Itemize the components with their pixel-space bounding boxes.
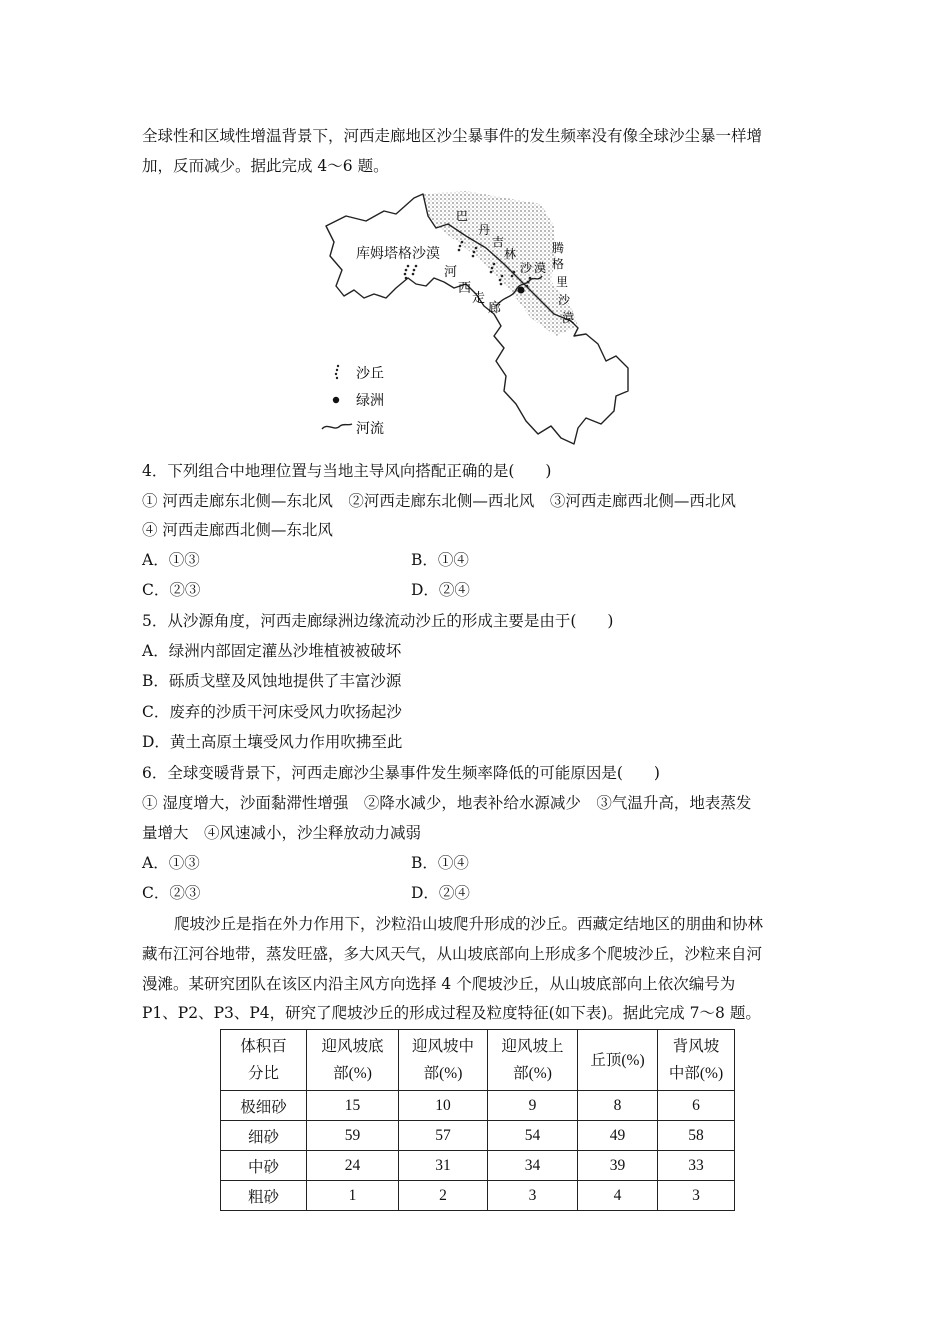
- q5-option-c[interactable]: C．废弃的沙质干河床受风力吹扬起沙: [142, 703, 402, 721]
- table-row: [221, 1091, 735, 1121]
- label-tengger-5: 漠: [562, 311, 575, 325]
- label-badain-1: 巴: [456, 209, 469, 223]
- label-badain-4: 林: [504, 247, 517, 261]
- legend-dune: 沙丘: [356, 366, 384, 382]
- table-cell: 中砂: [221, 1151, 307, 1181]
- q6-option-c[interactable]: C．②③: [142, 884, 201, 902]
- table-cell: 3: [658, 1181, 735, 1211]
- q5-option-a[interactable]: A．绿洲内部固定灌丛沙堆植被被破坏: [142, 642, 402, 660]
- q5-stem: 5．从沙源角度，河西走廊绿洲边缘流动沙丘的形成主要是由于( ): [142, 612, 614, 630]
- q6-option-a[interactable]: A．①③: [142, 854, 200, 872]
- passage-line-3: 漫滩。某研究团队在该区内沿主风方向选择 4 个爬坡沙丘，从山坡底部向上依次编号为: [142, 975, 736, 993]
- label-kumtag: 库姆塔格沙漠: [356, 246, 440, 262]
- table-cell: 58: [658, 1121, 735, 1151]
- hexi-corridor-map: [316, 186, 636, 448]
- label-hexi-4: 廊: [488, 301, 502, 316]
- table-cell: 3: [488, 1181, 578, 1211]
- q6-stem: 6．全球变暖背景下，河西走廊沙尘暴事件发生频率降低的可能原因是( ): [142, 764, 660, 782]
- q4-option-a[interactable]: A．①③: [142, 551, 200, 569]
- q4-option-b[interactable]: B．①④: [411, 551, 469, 569]
- label-badain-2: 丹: [478, 223, 491, 237]
- q6-option-b[interactable]: B．①④: [411, 854, 469, 872]
- legend: [322, 365, 384, 437]
- q5-option-b[interactable]: B．砾质戈壁及风蚀地提供了丰富沙源: [142, 672, 402, 690]
- label-hexi-1: 河: [444, 265, 458, 280]
- table-cell: 9: [488, 1091, 578, 1121]
- label-tengger-3: 里: [556, 275, 569, 289]
- q6-items-line-1: ① 湿度增大，沙面黏滞性增强 ②降水减少，地表补给水源减少 ③气温升高，地表蒸发: [142, 794, 752, 812]
- table-cell: 54: [488, 1121, 578, 1151]
- passage-line-4: P1、P2、P3、P4，研究了爬坡沙丘的形成过程及粒度特征(如下表)。据此完成 7～8 题。: [142, 1004, 761, 1022]
- table-header-cell: 迎风坡上 部(%): [488, 1030, 578, 1091]
- table-header-cell: 背风坡 中部(%): [658, 1030, 735, 1091]
- q4-option-d[interactable]: D．②④: [411, 581, 470, 599]
- table-cell: 细砂: [221, 1121, 307, 1151]
- table-cell: 31: [399, 1151, 488, 1181]
- table-cell: 33: [658, 1151, 735, 1181]
- table-cell: 8: [578, 1091, 658, 1121]
- label-tengger-1: 腾: [552, 241, 565, 255]
- q6-option-d[interactable]: D．②④: [411, 884, 470, 902]
- table-cell: 10: [399, 1091, 488, 1121]
- table-cell: 2: [399, 1181, 488, 1211]
- table-cell: 24: [307, 1151, 399, 1181]
- grain-size-table: [220, 1029, 735, 1211]
- table-row: [221, 1121, 735, 1151]
- label-hexi-3: 走: [472, 291, 486, 306]
- oasis-dot: [518, 287, 525, 294]
- intro-line-2: 加，反而减少。据此完成 4～6 题。: [142, 157, 389, 175]
- table-row: [221, 1181, 735, 1211]
- label-badain-3: 吉: [492, 235, 505, 249]
- label-badain-5: 沙: [520, 261, 533, 275]
- legend-oasis: 绿洲: [356, 393, 384, 409]
- q5-option-d[interactable]: D．黄土高原土壤受风力作用吹拂至此: [142, 733, 403, 751]
- intro-line-1: 全球性和区域性增温背景下，河西走廊地区沙尘暴事件的发生频率没有像全球沙尘暴一样增: [142, 127, 763, 145]
- table-header-cell: 丘顶(%): [578, 1030, 658, 1091]
- table-cell: 59: [307, 1121, 399, 1151]
- q6-items-line-2: 量增大 ④风速减小，沙尘释放动力减弱: [142, 824, 422, 842]
- table-row: [221, 1151, 735, 1181]
- table-cell: 4: [578, 1181, 658, 1211]
- table-cell: 极细砂: [221, 1091, 307, 1121]
- table-cell: 粗砂: [221, 1181, 307, 1211]
- q4-items-line-1: ① 河西走廊东北侧—东北风 ②河西走廊东北侧—西北风 ③河西走廊西北侧—西北风: [142, 492, 736, 510]
- q4-option-c[interactable]: C．②③: [142, 581, 201, 599]
- table-cell: 34: [488, 1151, 578, 1181]
- table-header-row: [221, 1030, 735, 1091]
- label-badain-6: 漠: [534, 261, 547, 275]
- passage-line-2: 藏布江河谷地带，蒸发旺盛，多大风天气，从山坡底部向上形成多个爬坡沙丘，沙粒来自河: [142, 945, 763, 963]
- table-header-cell: 迎风坡底 部(%): [307, 1030, 399, 1091]
- table-header-cell: 迎风坡中 部(%): [399, 1030, 488, 1091]
- table-cell: 6: [658, 1091, 735, 1121]
- passage-line-1: 爬坡沙丘是指在外力作用下，沙粒沿山坡爬升形成的沙丘。西藏定结地区的朋曲和协林: [174, 915, 764, 933]
- table-cell: 15: [307, 1091, 399, 1121]
- label-tengger-2: 格: [552, 257, 565, 271]
- legend-river: 河流: [356, 421, 384, 437]
- table-cell: 39: [578, 1151, 658, 1181]
- table-cell: 57: [399, 1121, 488, 1151]
- table-cell: 1: [307, 1181, 399, 1211]
- table-cell: 49: [578, 1121, 658, 1151]
- table-header-cell: 体积百 分比: [221, 1030, 307, 1091]
- q4-stem: 4．下列组合中地理位置与当地主导风向搭配正确的是( ): [142, 462, 552, 480]
- q4-items-line-2: ④ 河西走廊西北侧—东北风: [142, 521, 333, 539]
- label-tengger-4: 沙: [558, 293, 571, 307]
- label-hexi-2: 西: [458, 281, 472, 296]
